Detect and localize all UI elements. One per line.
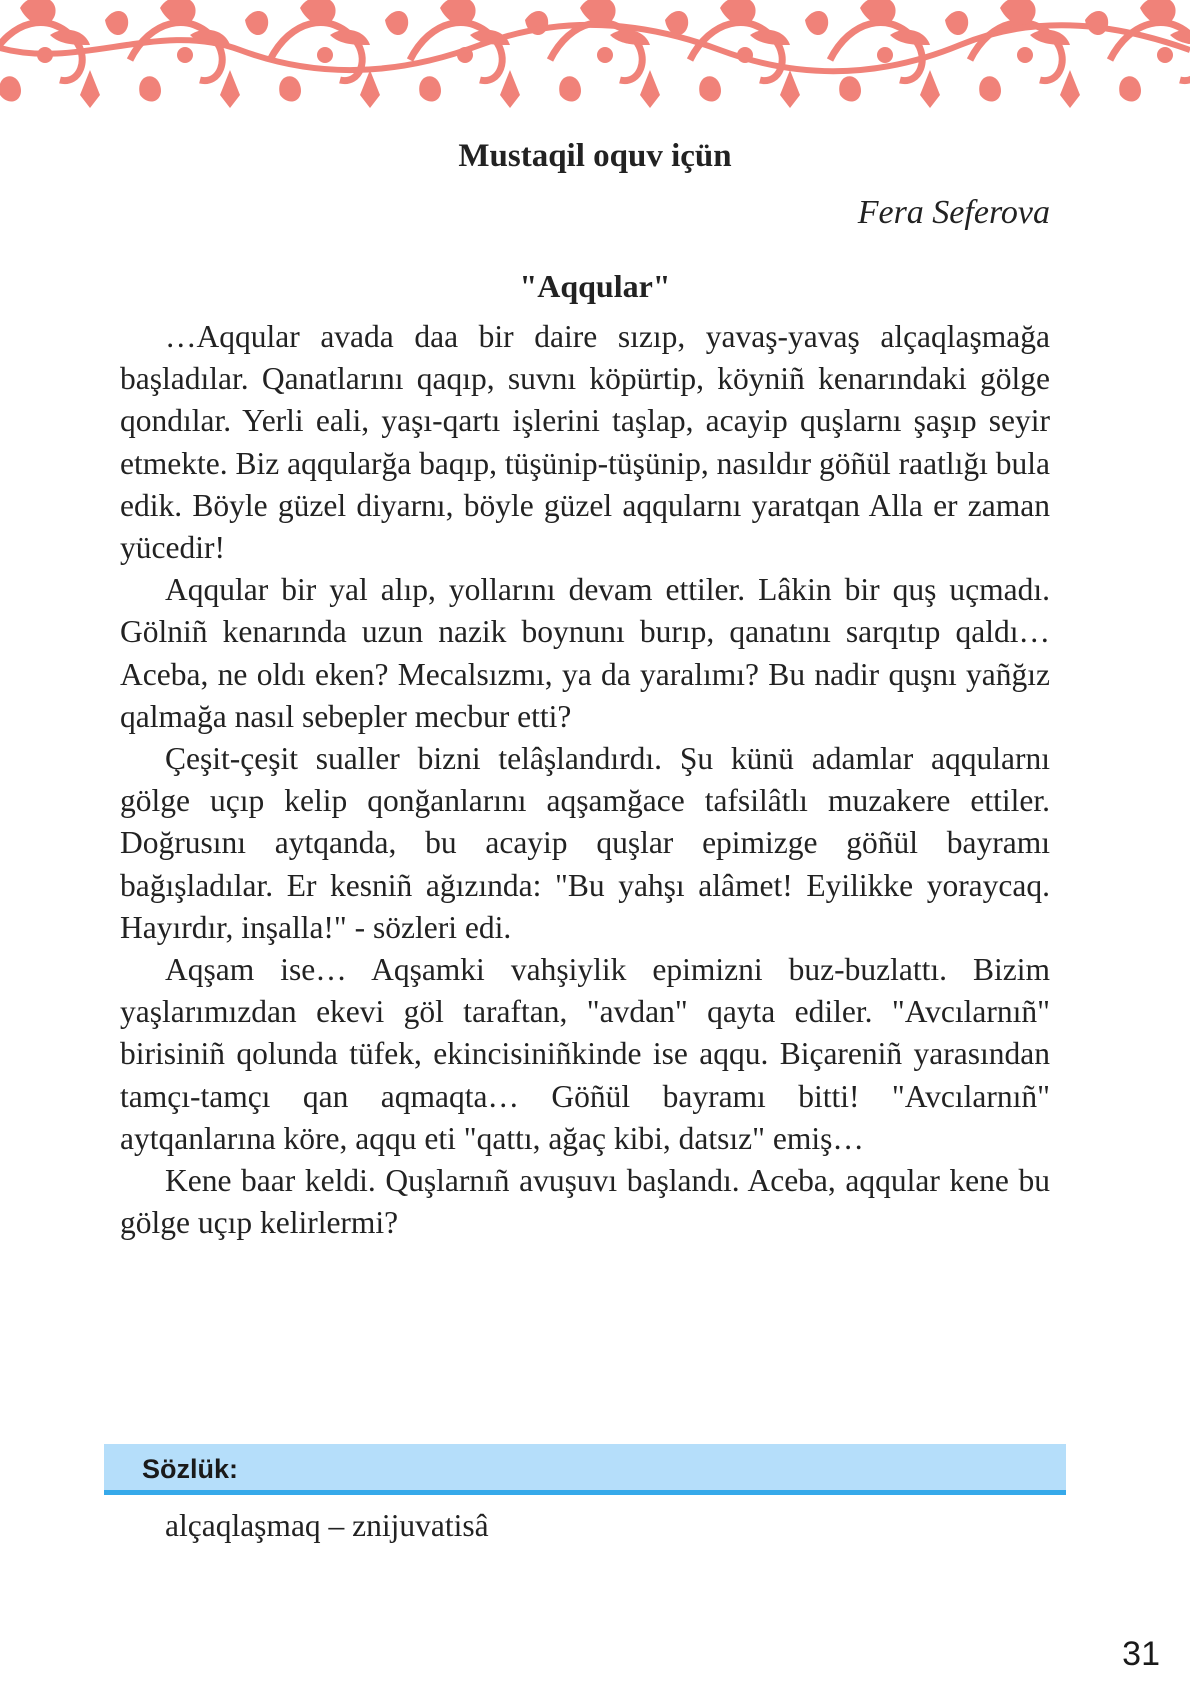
page-number: 31: [1122, 1635, 1160, 1673]
section-heading: Mustaqil oquv içün: [458, 138, 732, 174]
story-paragraph: Kene baar keldi. Quşlarnıñ avuşuvı başlandı. Aceba, aqqular kene bu gölge uçıp kelirlermi?: [120, 1163, 1050, 1241]
glossary-label: Sözlük:: [142, 1454, 239, 1484]
story-paragraph: Çeşit-çeşit sualler bizni telâşlandırdı. Şu künü adamlar aqqularnı gölge uçıp kelip qonğanlarını aqşamğace tafsilâtlı muzakere ettiler. Doğrusını aytqanda, bu acayip quşlar epimizge göñül bayramı bağışladılar. Er kesniñ ağızında: "Bu yahşı alâmet! Eyilikke yoraycaq. Hayırdır, inşalla!" - sözleri edi.: [120, 741, 1050, 945]
story-paragraph: Aqqular bir yal alıp, yollarını devam ettiler. Lâkin bir quş uçmadı. Gölniñ kenarında uzun nazik boynunı burıp, qanatını sarqıtıp qaldı… Aceba, ne oldı eken? Mecalsızmı, ya da yaralımı? Bu nadir quşnı yañğız qalmağa nasıl sebepler mecbur etti?: [120, 572, 1050, 734]
story-paragraph: …Aqqular avada daa bir daire sızıp, yavaş-yavaş alçaqlaşmağa başladılar. Qanatlarını qaqıp, suvnı köpürtip, köyniñ kenarındaki gölge qondılar. Yerli eali, yaşı-qartı işlerini taşlap, acayip quşlarnı şaşıp seyir etmekte. Biz aqqularğa baqıp, tüşünip-tüşünip, nasıldır göñül raatlığı bula edik. Böyle güzel diyarnı, böyle güzel aqqularnı yaratqan Alla er zaman yücedir!: [120, 319, 1050, 566]
glossary-entry: alçaqlaşmaq – znijuvatisâ: [165, 1508, 489, 1543]
story-paragraph: Aqşam ise… Aqşamki vahşiylik epimizni buz-buzlattı. Bizim yaşlarımızdan ekevi göl taraftan, "avdan" qayta ediler. "Avcılarnıñ" birisiniñ qolunda tüfek, ekincisiniñkinde ise aqqu. Biçareniñ yarasından tamçı-tamçı qan aqmaqta… Göñül bayramı bitti! "Avcılarnıñ" aytqanlarına köre, aqqu eti "qattı, ağaç kibi, datsız" emiş…: [120, 952, 1050, 1156]
floral-border-ornament: [0, 0, 1190, 110]
story-text: [120, 316, 1050, 1244]
glossary-header-bar: [104, 1444, 1066, 1495]
story-title: "Aqqular": [519, 268, 671, 304]
author-name: Fera Seferova: [857, 194, 1050, 231]
